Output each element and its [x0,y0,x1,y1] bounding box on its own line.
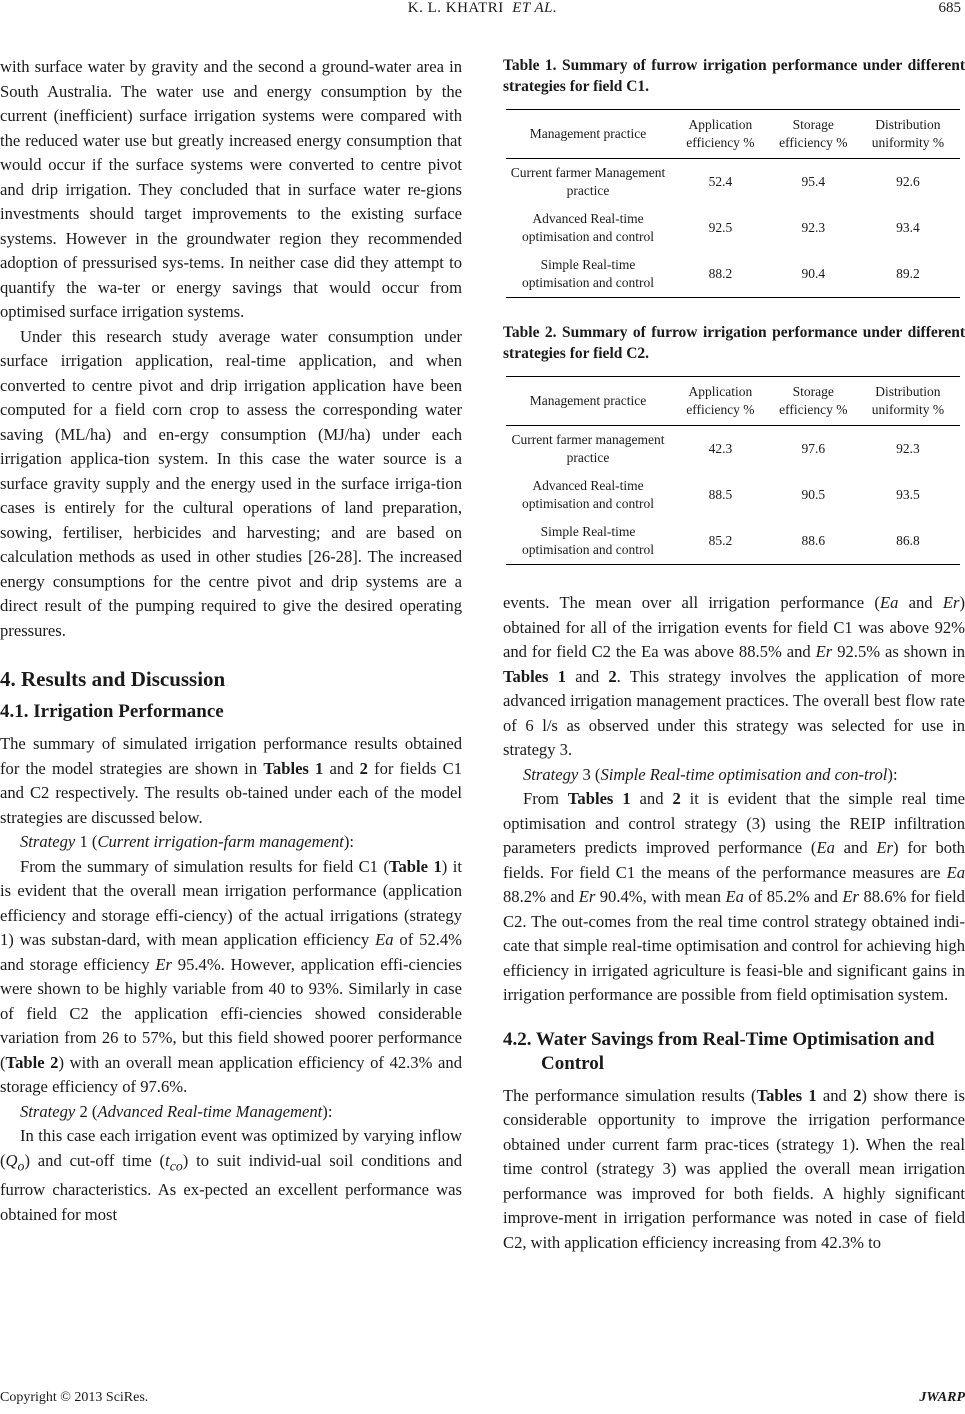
paragraph [503,787,965,1008]
text-run: 88.6% for field C2. The out-comes from the real time control strategy obtained indi-cate that simple real-time optimisation and control for achieving high efficiency in irrigated agriculture is feasi-ble and significant gains in irrigation performance are possible from field optimisation system. [503,887,965,1004]
table-ref: Tables 1 [756,1085,817,1105]
subscript: co [169,1157,183,1173]
symbol: Er [578,887,596,906]
text-run: Advanced Real-time Management [97,1101,323,1121]
table-cell: 42.3 [708,441,733,456]
text-run: ): [322,1101,333,1121]
column-header: Distribution uniformity % [856,377,960,426]
symbol: t [165,1150,170,1170]
symbol: Ea [816,838,835,857]
table-header-row [506,110,960,159]
text-run: and [323,758,360,778]
table-row [506,518,960,565]
page-header [0,0,965,26]
text-run: From the summary of simulation results for field C1 ( [20,856,389,876]
text-run: ) obtained for all of the irrigation events for field C1 was above 92% and for field C2 the Ea was above 88.5% and [503,593,965,661]
text-run: ) it is evident that the overall mean irrigation performance (application efficiency and storage effi-ciency) of the actual irrigations (strategy 1) was substan-dard, with mean application efficiency [0,856,462,949]
text-run: and [834,838,877,857]
table-1 [506,109,960,298]
paragraph [0,732,462,830]
column-header: Application efficiency % [670,110,771,159]
symbol: Ea [375,930,394,949]
paragraph: Under this research study average water consumption under surface irrigation application, real-time application, and when converted to centre pivot and drip irrigation application have been computed for a field corn crop to assess the corresponding water saving (ML/ha) and en-ergy consumption (MJ/ha) under each irrigation applica-tion system. In this case the water source is a surface gravity supply and the energy used in the surface irriga-tion cases is entirely for the cultural operations of land preparation, sowing, fertiliser, herbicides and harvesting; and are based on calculation methods as used in other studies [26-28]. The increased energy consumptions for the centre pivot and drip systems are a direct result of the pumping required to give the desired operating pressures. [0,326,462,640]
table-ref: 2 [359,758,368,778]
text-run: ) with an overall mean application efficiency of 42.3% and storage efficiency of 97.6%. [0,1052,462,1096]
table-caption: Table 1. Summary of furrow irrigation performance under different strategies for field C1. [503,57,965,95]
text-run: The summary of simulated irrigation performance results obtained for the model strategies are shown in [0,734,462,778]
table-cell: 88.6 [771,518,856,565]
text-run: Strategy [20,1101,76,1121]
text-run: 92.5% as shown in [832,642,965,661]
text-run: Simple Real-time optimisation and con-trol [600,764,888,784]
column-header: Management practice [506,110,670,159]
symbol: Ea [725,887,744,906]
text-run: and [566,666,609,686]
text-run: 90.4%, with mean [595,887,726,906]
table-cell: 93.4 [896,220,920,235]
table-cell: 97.6 [801,441,826,456]
table-cell: 90.4 [771,251,856,298]
text-run: ): [887,764,898,784]
text-run: it is evident that the simple real time optimisation and control strategy (3) using the REIP infiltration parameters predicts improved performance ( [503,789,965,857]
table-ref: Tables 1 [503,666,566,686]
table-cell: 86.8 [856,518,960,565]
column-header: Management practice [506,377,670,426]
table-ref: Tables 1 [567,789,631,808]
strategy-label [503,763,965,788]
symbol: Q [5,1150,18,1170]
table-cell: 92.3 [896,441,920,456]
text-run: events. The mean over all irrigation performance ( [503,593,880,612]
symbol: Er [942,593,960,612]
paragraph: with surface water by gravity and the second a ground-water area in South Australia. The water use and energy consumption by the current (inefficient) surface irrigation systems were compared with the reduced water use but greatly increased energy consumption that would occur if the surface systems were converted to centre pivot and drip irrigation. They concluded that in surface water re-gions investments should target improvements to the existing surface systems. However in the groundwater region they recommended adoption of pressurised sys-tems. In neither case did they attempt to quantify the wa-ter or energy savings that would occur from optimised surface irrigation systems. [0,57,462,321]
table-header-row [506,377,960,426]
paragraph [503,591,965,763]
text-run: of 52.4% and storage efficiency [0,930,463,974]
subsection-heading: 4.2. Water Savings from Real-Time Optimisation and Control [503,1028,935,1074]
text-run: ) and cut-off time ( [24,1150,166,1170]
text-run: Current irrigation-farm management [97,832,344,851]
table-cell: 93.5 [896,487,920,502]
table-caption: Table 2. Summary of furrow irrigation performance under different strategies for field C2. [503,324,965,362]
text-run: ) show there is considerable opportunity to improve the irrigation performance obtained under current farm prac-tices (strategy 1). When the real time control (strategy 3) was applied the overall mean irrigation performance was improved for both fields. A highly significant improve-ment in irrigation performance was noted in case of field C2, with application efficiency increasing from 42.3% to [503,1085,965,1252]
column-header: Application efficiency % [670,377,771,426]
journal-name: JWARP [919,1390,965,1405]
table-cell: 85.2 [670,518,771,565]
text-run: Strategy [20,832,76,851]
section-heading: 4. Results and Discussion [0,667,226,691]
table-cell: Current farmer Management practice [510,165,666,198]
text-run: . This strategy involves the application of more advanced irrigation management practices. The overall best flow rate of 6 l/s as observed under this strategy was selected for use in strategy 3. [503,666,965,759]
table-cell: Advanced Real-time optimisation and control [522,211,654,244]
table-row [506,251,960,298]
table-ref: 2 [853,1085,862,1105]
strategy-label [0,1100,462,1125]
text-run: and [816,1085,854,1105]
text-run: From [523,789,568,808]
text-run: 2 ( [75,1101,98,1121]
text-run: In this case each irrigation event was optimized by varying inflow ( [0,1126,462,1170]
table-ref: Table 1 [388,856,442,876]
copyright: Copyright © 2013 SciRes. [0,1390,149,1405]
table-ref: Table 2 [5,1052,59,1072]
table-cell: Current farmer management practice [511,432,665,465]
subsection-heading: 4.1. Irrigation Performance [0,701,224,722]
table-cell: 52.4 [708,174,733,189]
running-title [0,0,965,17]
text-run: The performance simulation results ( [503,1085,757,1105]
text-run: ) for both fields. For field C1 the means of the performance measures are [503,838,965,882]
text-run: ) to suit individ-ual soil conditions and furrow characteristics. As ex-pected an excellent performance was obtained for most [0,1150,462,1224]
table-cell: 88.2 [670,251,771,298]
header-author: K. L. KHATRI [407,0,504,16]
table-ref: 2 [608,666,617,686]
left-column [0,55,462,1227]
symbol: Er [155,954,172,974]
table-ref: 2 [672,789,681,808]
table-cell: 88.5 [708,487,733,502]
column-header: Distribution uniformity % [856,110,960,159]
table-cell: Advanced Real-time optimisation and control [522,478,654,511]
symbol: Er [815,642,833,661]
text-run: 3 ( [578,764,601,784]
subscript: o [17,1157,25,1173]
table-cell: Simple Real-time optimisation and control [506,251,670,298]
table-cell: 92.3 [801,220,826,235]
strategy-label [0,830,462,855]
symbol: Ea [879,593,899,612]
symbol: Er [876,838,894,857]
table-2 [506,376,960,565]
table-row [506,472,960,518]
text-run: 95.4%. However, application effi-ciencies were shown to be highly variable from 40 to 93%. Similarly in case of field C2 the application effi-ciencies showed considerable variation from 26 to 57%, but this field showed poorer performance ( [0,954,462,1072]
column-header: Storage efficiency % [771,377,856,426]
table-cell: 92.6 [896,174,920,189]
table-row [506,426,960,473]
table-cell: Simple Real-time optimisation and control [506,518,670,565]
paragraph [0,1124,462,1227]
table-row [506,205,960,251]
paragraph [503,1084,965,1256]
header-etal: ET AL. [512,0,558,16]
symbol: Er [842,887,860,906]
text-run: Strategy [523,764,579,784]
text-run: for fields C1 and C2 respectively. The results ob-tained under each of the model strategies are discussed below. [0,758,462,827]
table-ref: Tables 1 [263,758,324,778]
text-run: ): [343,832,355,851]
text-run: and [630,789,673,808]
symbol: Ea [946,862,965,882]
table-cell: 95.4 [801,174,826,189]
column-header: Storage efficiency % [771,110,856,159]
table-cell: 89.2 [856,251,960,298]
text-run: of 85.2% and [743,887,843,906]
page-number: 685 [938,0,961,16]
table-cell: 90.5 [801,487,826,502]
table-cell: 92.5 [708,220,733,235]
text-run: 1 ( [75,832,98,851]
text-run: and [898,593,943,612]
paragraph [0,855,462,1100]
table-row [506,159,960,206]
right-column [503,55,965,1255]
text-run: 88.2% and [503,887,579,906]
